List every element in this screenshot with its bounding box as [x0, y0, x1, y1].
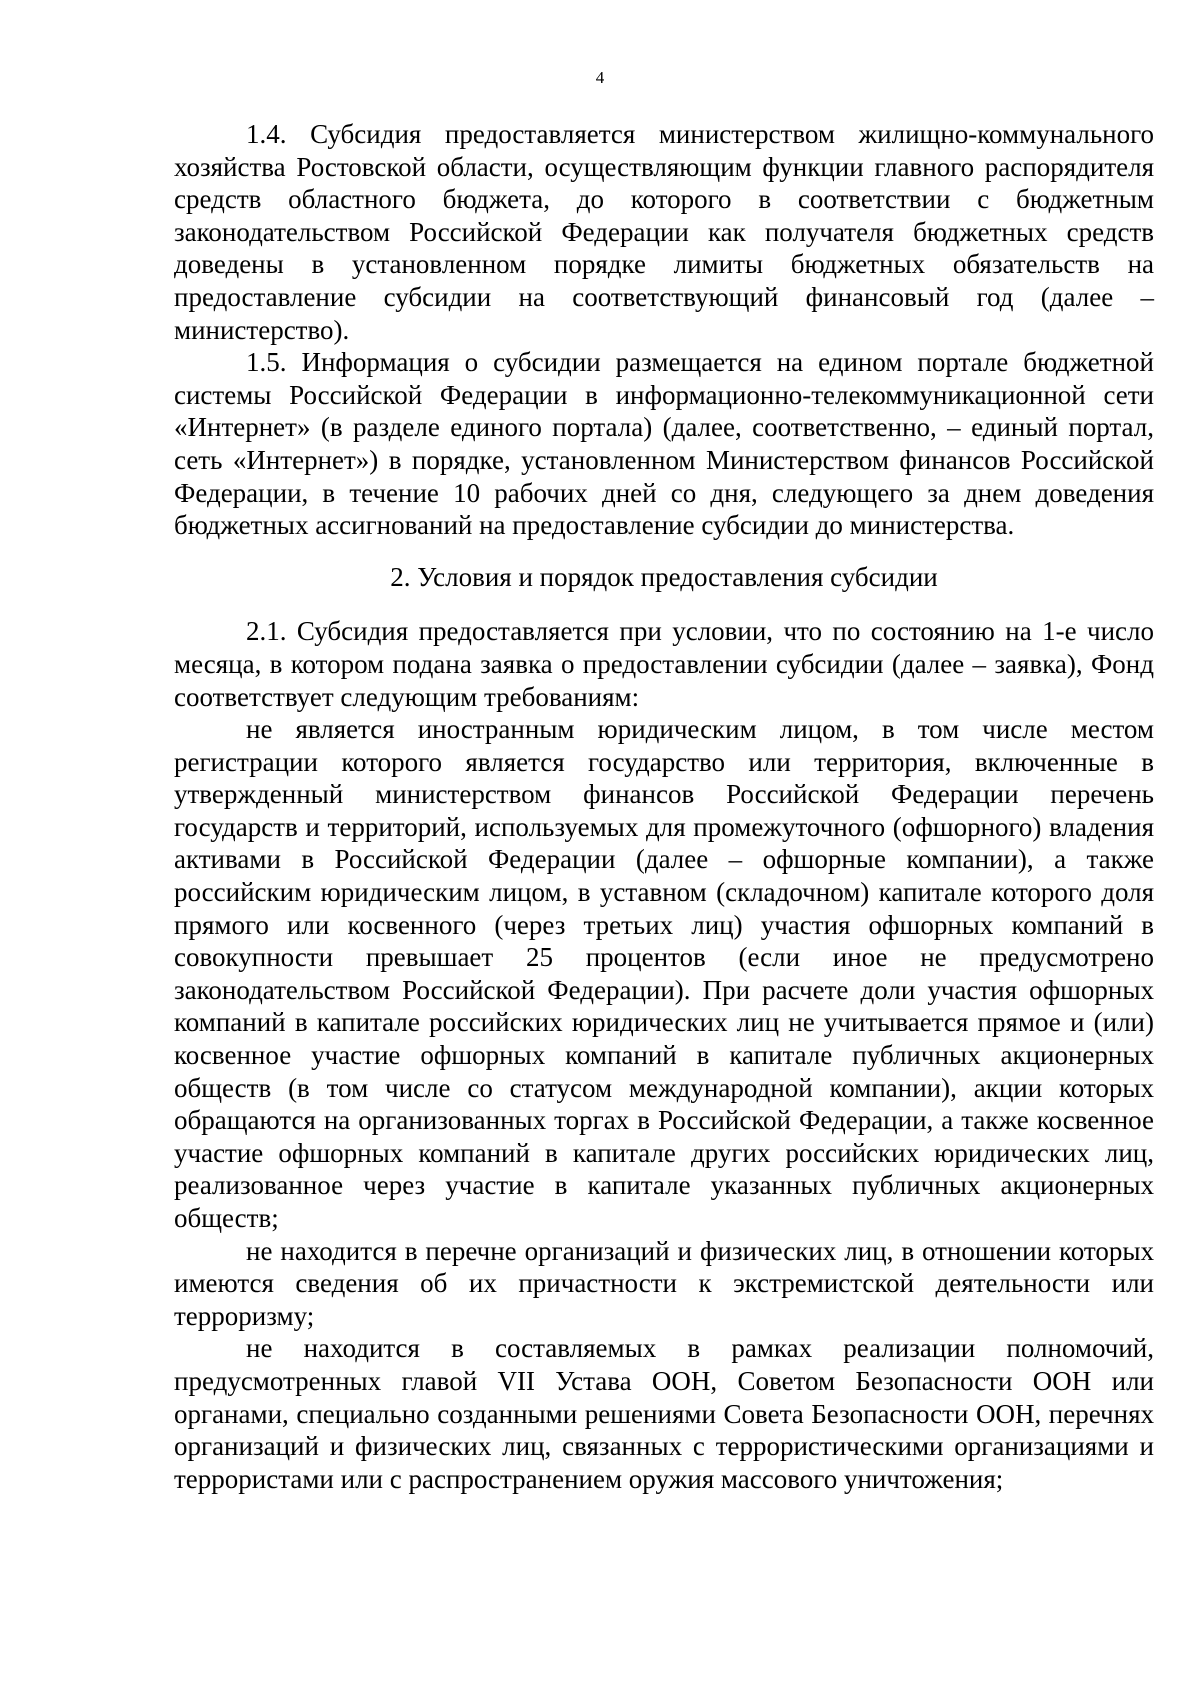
section-heading: 2. Условия и порядок предоставления субсидии	[390, 561, 938, 592]
paragraph-un-sanctions-requirement: не находится в составляемых в рамках реализации полномочий, предусмотренных главой VII Устава ООН, Советом Безопасности ООН или органами, специально созданными решениями Совета Безопасности ООН, перечнях организаций и физических лиц, связанных с террористическими организациями и террористами или с распространением оружия массового уничтожения;	[174, 1333, 1154, 1494]
page-number: 4	[595, 68, 605, 87]
document-body	[174, 118, 1154, 1495]
paragraph-1-4: 1.4. Субсидия предоставляется министерством жилищно-коммунального хозяйства Ростовской области, осуществляющим функции главного распорядителя средств областного бюджета, до которого в соответствии с бюджетным законодательством Российской Федерации как получателя бюджетных средств доведены в установленном порядке лимиты бюджетных обязательств на предоставление субсидии на соответствующий финансовый год (далее – министерство).	[174, 119, 1154, 345]
paragraph-extremism-requirement: не находится в перечне организаций и физических лиц, в отношении которых имеются сведения об их причастности к экстремистской деятельности или терроризму;	[174, 1235, 1154, 1331]
paragraph-offshore-requirement: не является иностранным юридическим лицом, в том числе местом регистрации которого является государство или территория, включенные в утвержденный министерством финансов Российской Федерации перечень государств и территорий, используемых для промежуточного (офшорного) владения активами в Российской Федерации (далее – офшорные компании), а также российским юридическим лицом, в уставном (складочном) капитале которого доля прямого или косвенного (через третьих лиц) участия офшорных компаний в совокупности превышает 25 процентов (если иное не предусмотрено законодательством Российской Федерации). При расчете доли участия офшорных компаний в капитале российских юридических лиц не учитывается прямое и (или) косвенное участие офшорных компаний в капитале публичных акционерных обществ (в том числе со статусом международной компании), акции которых обращаются на организованных торгах в Российской Федерации, а также косвенное участие офшорных компаний в капитале других российских юридических лиц, реализованное через участие в капитале указанных публичных акционерных обществ;	[174, 714, 1154, 1233]
paragraph-2-1: 2.1. Субсидия предоставляется при условии, что по состоянию на 1-е число месяца, в котором подана заявка о предоставлении субсидии (далее – заявка), Фонд соответствует следующим требованиям:	[174, 616, 1154, 712]
paragraph-1-5: 1.5. Информация о субсидии размещается на едином портале бюджетной системы Российской Федерации в информационно-телекоммуникационной сети «Интернет» (в разделе единого портала) (далее, соответственно, – единый портал, сеть «Интернет») в порядке, установленном Министерством финансов Российской Федерации, в течение 10 рабочих дней со дня, следующего за днем доведения бюджетных ассигнований на предоставление субсидии до министерства.	[174, 347, 1154, 541]
